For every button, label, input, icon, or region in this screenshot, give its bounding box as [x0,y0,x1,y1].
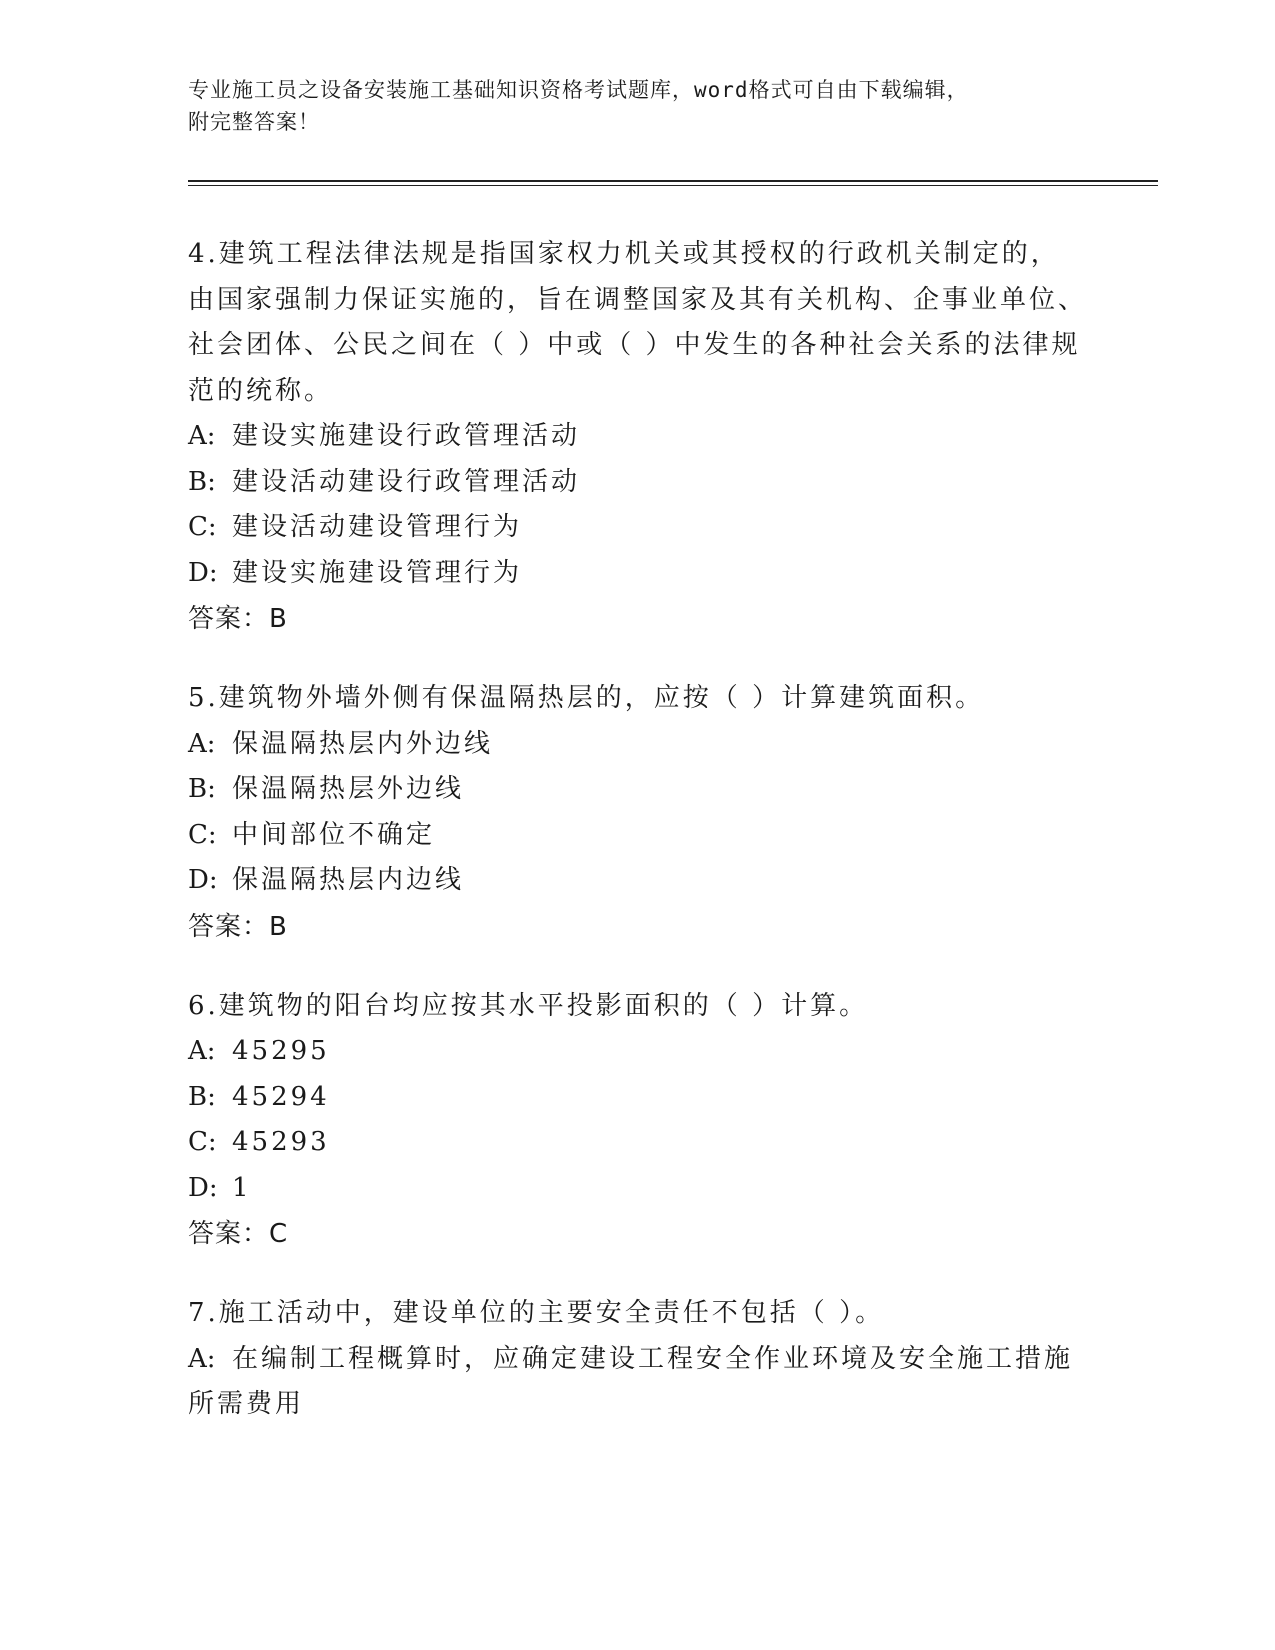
option-text: 45294 [232,1081,330,1112]
option-letter: A: [188,1036,216,1066]
option-text: 在编制工程概算时，应确定建设工程安全作业环境及安全施工措施所需费用 [188,1343,1074,1419]
question-6 [188,984,1088,1259]
question-stem: 7.施工活动中，建设单位的主要安全责任不包括（ ）。 [188,1298,885,1328]
option-b [188,460,1088,506]
question-stem: 6.建筑物的阳台均应按其水平投影面积的（ ）计算。 [188,990,869,1021]
answer: 答案：C [188,1219,289,1249]
option-c [188,813,1088,859]
option-letter: D: [188,865,218,895]
question-stem: 5.建筑物外墙外侧有保温隔热层的，应按（ ）计算建筑面积。 [188,683,985,713]
option-d [188,1166,1088,1212]
question-stem: 4.建筑工程法律法规是指国家权力机关或其授权的行政机关制定的，由国家强制力保证实施的，旨在调整国家及其有关机构、企事业单位、社会团体、公民之间在（ ）中或（ ）中发生的各种社会关系的法律规范的统称。 [188,239,1088,406]
option-d [188,858,1088,904]
option-a [188,414,1088,460]
option-text: 1 [232,1172,252,1203]
option-b [188,767,1088,813]
option-letter: D: [188,1172,218,1203]
option-text: 建设活动建设行政管理活动 [232,466,581,497]
question-7 [188,1291,1088,1428]
option-text: 45293 [232,1127,330,1157]
page-header [188,74,1068,138]
option-text: 建设实施建设管理行为 [232,557,523,588]
option-c [188,505,1088,551]
question-5 [188,676,1088,951]
option-text: 保温隔热层内边线 [232,865,465,895]
option-a [188,1029,1088,1075]
option-letter: A: [188,728,216,759]
option-letter: C: [188,1127,217,1157]
option-letter: C: [188,512,217,542]
answer: 答案：B [188,604,288,634]
option-d [188,551,1088,597]
option-text: 保温隔热层外边线 [232,774,465,804]
header-divider-thick [188,180,1158,182]
header-divider-thin [188,185,1158,186]
option-letter: B: [188,466,216,497]
option-letter: A: [188,421,216,451]
option-a [188,1337,1088,1428]
option-text: 45295 [232,1036,330,1066]
option-text: 中间部位不确定 [232,819,436,850]
option-letter: B: [188,774,216,804]
option-letter: B: [188,1081,216,1112]
option-text: 保温隔热层内外边线 [232,728,494,759]
option-b [188,1075,1088,1121]
question-4 [188,232,1088,643]
option-text: 建设活动建设管理行为 [232,512,523,542]
option-text: 建设实施建设行政管理活动 [232,421,581,451]
option-a [188,722,1088,768]
question-list [188,232,1088,1461]
answer: 答案：B [188,911,288,942]
header-line-2: 附完整答案！ [188,110,320,134]
option-letter: D: [188,557,218,588]
option-letter: C: [188,819,217,850]
header-line-1: 专业施工员之设备安装施工基础知识资格考试题库，word格式可自由下载编辑， [188,78,969,102]
option-letter: A: [188,1343,216,1374]
option-c [188,1120,1088,1166]
